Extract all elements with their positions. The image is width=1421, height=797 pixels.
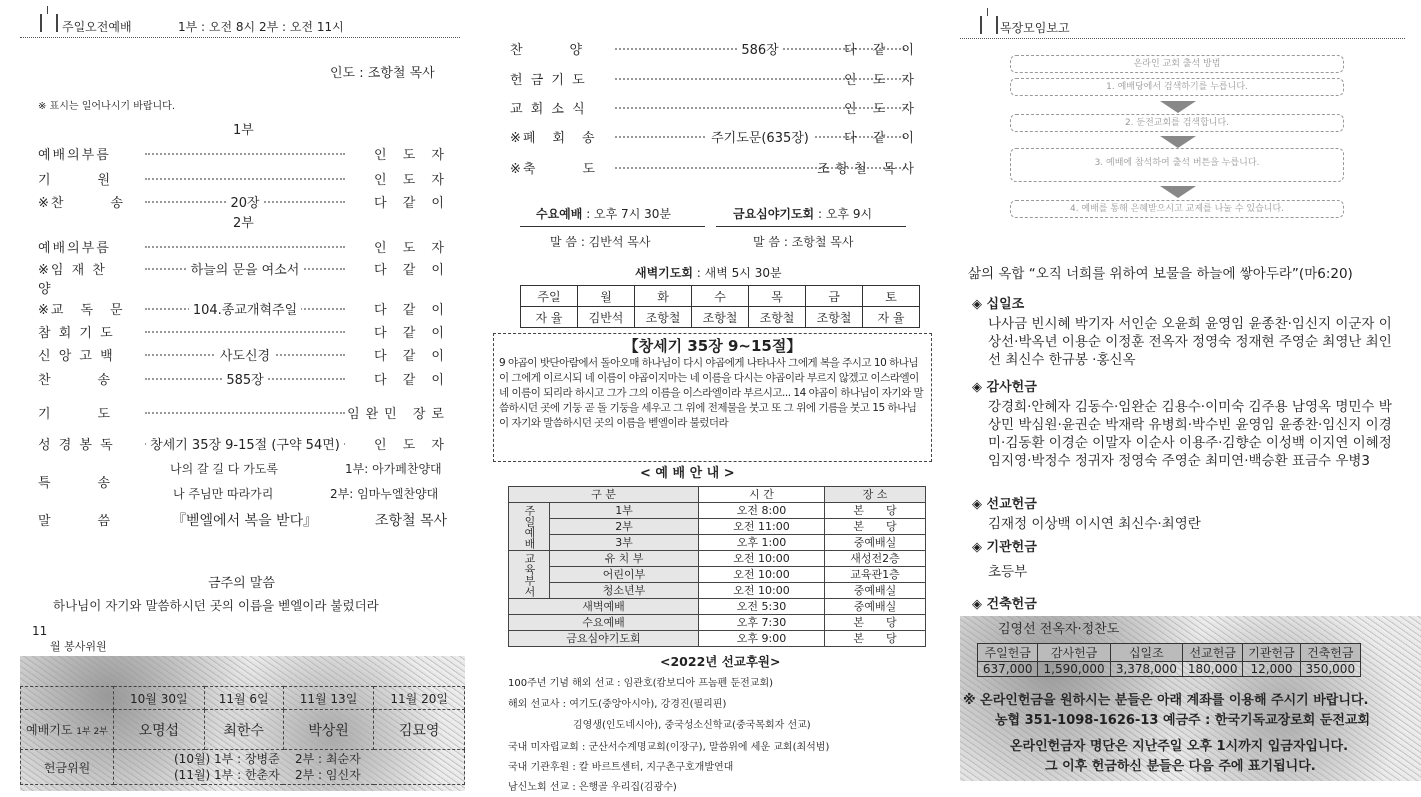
bank-account: 농협 351-1098-1626-13 예금주 : 한국기독교장로회 둔전교회 [995, 713, 1371, 728]
middle-panel [470, 0, 950, 797]
offering-names: 강경희·안혜자 김동수·임완순 김용수·이미숙 김주용 남영옥 명민수 박상민 박심원·윤권순 박재락 유병희·박수빈 윤영임 윤종찬·임신지 이경미·김동환 이경순 이말자 이순사 이용주·김향순 이성백 이지연 이혜정 임지영·박정수 정귀자 정영숙 주영순 최미연·백승환 표금수 우병3 [988, 399, 1392, 469]
order-row-sermon [0, 510, 470, 530]
summary-header: 주일헌금 [978, 644, 1038, 662]
order-row [0, 237, 470, 257]
friday-service [733, 205, 872, 222]
order-detail: 사도신경 [216, 349, 274, 364]
offering-names: 김재정 이상백 이시연 최신수·최영란 [988, 516, 1201, 532]
order-label: 교 회 소 식 [510, 102, 587, 117]
order-row [0, 192, 470, 212]
offering-line: (11월) 1부 : 한춘자 [174, 768, 280, 782]
guide-header: 구 분 [509, 487, 699, 503]
order-label: ※임 재 찬 양 [38, 263, 107, 297]
guide-cell: 본 당 [825, 615, 926, 631]
dawn-prayer-table [520, 285, 920, 328]
order-label: 성 경 봉 독 [38, 438, 115, 453]
guide-row [509, 631, 926, 647]
guide-cell: 오전 10:00 [699, 567, 825, 583]
order-row [0, 369, 470, 389]
order-label: 예배의부름 [38, 241, 111, 256]
order-label: 참 회 기 도 [38, 326, 115, 341]
diamond-bullet-icon: ◈ [972, 380, 987, 395]
guide-row [509, 599, 926, 615]
friday-time: : 오후 9시 [817, 207, 873, 221]
order-detail: 주기도문(635장) [707, 131, 813, 146]
flow-title: 온라인 교회 출석 방법 [1010, 55, 1344, 73]
guide-cell: 본 당 [825, 503, 926, 519]
prayer-name: 최한수 [204, 710, 283, 750]
prayer-label-text: 예배기도 [26, 723, 73, 737]
service-leader: 인도 : 조항철 목사 [330, 66, 435, 81]
dawn-day: 금 [806, 286, 863, 307]
dawn-leader: 조항철 [806, 307, 863, 328]
section-title: 주일오전예배 [62, 20, 132, 34]
order-center [145, 259, 345, 278]
worship-guide-table [508, 486, 926, 647]
guide-cell: 오전 11:00 [699, 519, 825, 535]
order-responsible: 다 같 이 [374, 349, 450, 364]
guide-cell: 본 당 [825, 631, 926, 647]
dawn-leader: 조항철 [692, 307, 749, 328]
order-row [0, 169, 470, 189]
order-label: ※폐 회 송 [510, 131, 597, 146]
order-responsible: 다 같 이 [374, 263, 450, 278]
dawn-day: 화 [635, 286, 692, 307]
order-detail: 창세기 35장 9-15절 (구약 54면) [146, 438, 344, 453]
offering-summary-table [977, 643, 1361, 677]
guide-cell: 중예배실 [825, 583, 926, 599]
special-song-1: 나의 갈 길 다 가도록 [170, 462, 278, 476]
guide-header: 시 간 [699, 487, 825, 503]
mission-line: 남신노회 선교 : 은행골 우리집(김광수) [508, 782, 677, 793]
offering-heading: 삶의 옥합 “오직 너희를 위하여 보물을 하늘에 쌓아두라”(마6:20) [968, 266, 1353, 282]
guide-cell: 유 치 부 [550, 551, 699, 567]
dawn-day: 목 [749, 286, 806, 307]
order-row [470, 39, 940, 59]
order-responsible: 인 도 자 [374, 241, 450, 256]
section-title: 목장모임보고 [1000, 21, 1070, 35]
arrow-down-icon [1160, 186, 1196, 198]
friday-divider [716, 226, 906, 227]
offering-section-label: 선교헌금 [986, 497, 1037, 512]
offering-section-title [972, 540, 1037, 556]
offering-section-label: 기관헌금 [986, 540, 1037, 555]
order-row-special-song [0, 460, 470, 504]
guide-cell: 어린이부 [550, 567, 699, 583]
order-responsible: 인 도 자 [374, 148, 450, 163]
summary-value: 12,000 [1243, 662, 1300, 677]
volunteer-corner [21, 687, 114, 710]
leader-dots [145, 412, 345, 414]
dawn-leader: 조항철 [635, 307, 692, 328]
friday-title: 금요심야기도회 [733, 207, 815, 221]
prayer-name: 오명섭 [114, 710, 205, 750]
order-label: ※찬 송 [38, 196, 126, 211]
dawn-leader: 자 율 [863, 307, 920, 328]
order-row [0, 144, 470, 164]
leader-dots [145, 246, 345, 248]
guide-cell: 1부 [550, 503, 699, 519]
summary-value: 1,590,000 [1038, 662, 1110, 677]
order-responsible: 다 같 이 [374, 326, 450, 341]
summary-header: 십일조 [1110, 644, 1182, 662]
leader-dots [145, 331, 345, 333]
order-label: ※교 독 문 [38, 303, 125, 318]
guide-row [509, 583, 926, 599]
guide-row [509, 551, 926, 567]
offering-section-title [972, 597, 1037, 613]
offering-section-label: 건축헌금 [986, 597, 1037, 612]
volunteer-date: 11월 20일 [374, 687, 465, 710]
scripture-text: 9 야곱이 밧단아람에서 돌아오매 하나님이 다시 야곱에게 나타나사 그에게 복을 주시고 10 하나님이 그에게 이르시되 네 이름이 야곱이지마는 네 이름을 다시는 야곱이라 부르지 않겠고 이스라엘이 네 이름이 되리라 하시고 그가 그의 이름을 이스라엘이라 부르시고... 14 야곱이 하나님이 자기와 말씀하시던 곳에 기둥 곧 돌 기둥을 세우고 그 위에 전제물을 붓고 또 그 위에 기름을 붓고 15 하나님이 자기와 말씀하시던 곳의 이름을 벧엘이라 불렀더라 [499, 357, 924, 429]
guide-cell: 새성전2층 [825, 551, 926, 567]
order-row [0, 434, 470, 454]
online-notice-2: 온라인헌금자 명단은 지난주일 오후 1시까지 입금자입니다. [1010, 739, 1349, 754]
weekly-word-title: 금주의 말씀 [208, 576, 275, 591]
mission-line: 국내 미자립교회 : 군산서수계명교회(이장구), 말씀위에 세운 교회(최석범) [508, 742, 830, 753]
guide-row [509, 615, 926, 631]
offering-section-label: 감사헌금 [986, 380, 1037, 395]
arrow-down-icon [1160, 101, 1196, 113]
offering-section-title [972, 380, 1037, 396]
prayer-name: 박상원 [283, 710, 374, 750]
offering-label: 헌금위원 [21, 750, 114, 785]
flow-step: 2. 둔전교회를 검색합니다. [1010, 114, 1344, 132]
wednesday-service [536, 205, 671, 222]
guide-header: 장 소 [825, 487, 926, 503]
order-responsible: 다 같 이 [374, 303, 450, 318]
volunteer-table-area [20, 656, 465, 791]
order-row [470, 69, 940, 89]
dawn-day: 토 [863, 286, 920, 307]
guide-cell: 본 당 [825, 519, 926, 535]
church-logo-icon [40, 14, 58, 32]
left-panel [0, 0, 470, 797]
diamond-bullet-icon: ◈ [972, 497, 987, 512]
mission-title: <2022년 선교후원> [660, 654, 781, 669]
offering-section-title [972, 297, 1024, 313]
header-divider [20, 37, 460, 38]
dawn-day: 월 [578, 286, 635, 307]
order-detail: 20장 [226, 196, 263, 211]
wednesday-divider [520, 226, 705, 227]
guide-row [509, 519, 926, 535]
mission-line: 100주년 기념 해외 선교 : 임관호(캄보디아 프놈펜 둔전교회) [508, 678, 774, 689]
guide-cell: 교육관1층 [825, 567, 926, 583]
offering-line: (10월) 1부 : 장병준 [174, 752, 280, 766]
summary-value: 637,000 [978, 662, 1038, 677]
guide-cell: 오전 10:00 [699, 583, 825, 599]
order-responsible: 인 도 자 [374, 173, 450, 188]
order-center [145, 299, 345, 318]
volunteer-date: 11월 13일 [283, 687, 374, 710]
order-responsible: 다 같 이 [374, 373, 450, 388]
guide-cell: 오전 10:00 [699, 551, 825, 567]
header-divider [960, 38, 1405, 39]
order-responsible: 조항철 목사 [817, 162, 920, 177]
dawn-day: 주일 [521, 286, 578, 307]
wednesday-speaker: 말 씀 : 김반석 목사 [550, 235, 651, 249]
offering-volunteers [114, 750, 465, 785]
summary-header: 건축헌금 [1300, 644, 1360, 662]
guide-row [509, 503, 926, 519]
scripture-box [493, 333, 932, 462]
guide-cell: 오전 5:30 [699, 599, 825, 615]
offering-section-label: 십일조 [986, 297, 1025, 312]
order-label: 말 씀 [38, 514, 113, 529]
dawn-day: 수 [692, 286, 749, 307]
dawn-leader: 조항철 [749, 307, 806, 328]
order-label: 찬 양 [510, 43, 585, 58]
flow-step: 1. 예배당에서 검색하기를 누릅니다. [1010, 78, 1344, 96]
summary-header: 선교헌금 [1182, 644, 1242, 662]
order-center [145, 192, 345, 211]
friday-speaker: 말 씀 : 조항철 목사 [753, 235, 854, 249]
order-row [0, 322, 470, 342]
mission-line: 해외 선교사 : 여기도(중앙아시아), 강경진(필리핀) [508, 699, 727, 710]
dawn-leader: 김반석 [578, 307, 635, 328]
order-responsible: 인 도 자 [844, 73, 920, 88]
guide-row [509, 567, 926, 583]
sermon-preacher: 조항철 목사 [375, 513, 448, 529]
diamond-bullet-icon: ◈ [972, 597, 987, 612]
prayer-parts: 1부 2부 [76, 727, 108, 737]
leader-dots [145, 153, 345, 155]
volunteer-date: 11월 6일 [204, 687, 283, 710]
online-notice-3: 그 이후 헌금하신 분들은 다음 주에 표기됩니다. [1045, 759, 1316, 774]
offering-names: 초등부 [988, 564, 1028, 580]
dawn-time: : 새벽 5시 30분 [696, 266, 782, 280]
order-responsible: 다 같 이 [374, 196, 450, 211]
part2-heading: 2부 [233, 216, 254, 231]
order-label: ※축 도 [510, 162, 598, 177]
arrow-down-icon [1160, 136, 1196, 148]
online-notice-1: ※ 온라인헌금을 원하시는 분들은 아래 계좌를 이용해 주시기 바랍니다. [963, 693, 1369, 708]
order-center [145, 434, 345, 453]
guide-cell: 수요예배 [509, 615, 699, 631]
order-row [470, 127, 940, 147]
guide-cell: 오후 9:00 [699, 631, 825, 647]
summary-header: 기관헌금 [1243, 644, 1300, 662]
mission-line: 국내 기관후원 : 칼 바르트센터, 지구촌구호개발연대 [508, 762, 734, 773]
guide-cell: 중예배실 [825, 599, 926, 615]
order-responsible: 임완민 장로 [347, 407, 450, 422]
guide-cell: 중예배실 [825, 535, 926, 551]
worship-guide-title: < 예 배 안 내 > [640, 466, 735, 481]
order-detail: 585장 [222, 373, 267, 388]
order-responsible: 다 같 이 [844, 131, 920, 146]
order-label: 예배의부름 [38, 148, 111, 163]
guide-cell: 새벽예배 [509, 599, 699, 615]
volunteer-date: 10월 30일 [114, 687, 205, 710]
order-row [0, 259, 470, 297]
guide-group: 주일예배 [509, 503, 550, 551]
volunteer-month: 11 [32, 624, 48, 638]
order-label: 특 송 [38, 476, 113, 491]
order-responsible: 다 같 이 [844, 43, 920, 58]
dawn-title: 새벽기도회 [635, 266, 693, 280]
summary-value: 3,378,000 [1110, 662, 1182, 677]
order-label: 헌 금 기 도 [510, 73, 587, 88]
order-center [145, 345, 345, 364]
flow-step: 4. 예배를 통해 은혜받으시고 교제를 나눌 수 있습니다. [1010, 200, 1344, 218]
order-detail: 586장 [737, 43, 782, 58]
guide-cell: 금요심야기도회 [509, 631, 699, 647]
order-label: 기 도 [38, 407, 113, 422]
church-logo-icon [980, 16, 998, 34]
flow-step: 3. 예배에 참석하여 출석 버튼을 누릅니다. [1010, 148, 1344, 182]
summary-header: 감사헌금 [1038, 644, 1110, 662]
order-detail: 104.종교개혁주일 [189, 303, 301, 318]
order-row [470, 158, 940, 178]
order-center [145, 369, 345, 388]
guide-cell: 오후 7:30 [699, 615, 825, 631]
order-label: 기 원 [38, 173, 113, 188]
special-choir-2: 2부: 임마누엘찬양대 [330, 487, 439, 501]
guide-row [509, 535, 926, 551]
order-row [0, 345, 470, 365]
volunteer-table [20, 686, 465, 785]
summary-value: 180,000 [1182, 662, 1242, 677]
offering-section-title [972, 497, 1037, 513]
scripture-title: 【창세기 35장 9~15절】 [623, 337, 802, 355]
guide-cell: 3부 [550, 535, 699, 551]
mission-line: 김영생(인도네시아), 중국성소신학교(중국목회자 선교) [573, 720, 811, 731]
order-detail: 하늘의 문을 여소서 [187, 263, 304, 278]
dawn-leader: 자 율 [521, 307, 578, 328]
special-song-2: 나 주님만 따라가리 [173, 487, 274, 501]
part1-heading: 1부 [233, 123, 254, 138]
prayer-name: 김묘영 [374, 710, 465, 750]
sermon-title: 『벧엘에서 복을 받다』 [172, 513, 318, 529]
service-times: 1부 : 오전 8시 2부 : 오전 11시 [178, 20, 344, 34]
summary-value: 350,000 [1300, 662, 1360, 677]
building-offering-names: 김영선 전옥자·정찬도 [998, 622, 1120, 637]
leader-dots [145, 178, 345, 180]
volunteer-title: 월 봉사위원 [50, 640, 107, 653]
guide-cell: 청소년부 [550, 583, 699, 599]
order-row [0, 403, 470, 423]
wednesday-title: 수요예배 [536, 207, 583, 221]
offering-line: 2부 : 최순자 [294, 752, 361, 766]
order-responsible: 인 도 자 [374, 438, 450, 453]
order-label: 찬 송 [38, 373, 113, 388]
order-row [0, 299, 470, 319]
guide-group: 교육부서 [509, 551, 550, 599]
offering-line: 2부 : 임신자 [294, 768, 361, 782]
diamond-bullet-icon: ◈ [972, 297, 987, 312]
weekly-word-text: 하나님이 자기와 말씀하시던 곳의 이름을 벧엘이라 불렀더라 [53, 598, 379, 613]
guide-cell: 오후 1:00 [699, 535, 825, 551]
wednesday-time: : 오후 7시 30분 [586, 207, 671, 221]
prayer-label [21, 710, 114, 750]
diamond-bullet-icon: ◈ [972, 540, 987, 555]
standing-note: ※ 표시는 일어나시기 바랍니다. [38, 101, 176, 112]
order-row [470, 98, 940, 118]
order-label: 신 앙 고 백 [38, 349, 115, 364]
guide-cell: 오전 8:00 [699, 503, 825, 519]
special-choir-1: 1부: 아가페찬양대 [345, 462, 442, 476]
offering-names: 나사금 빈시혜 박기자 서인순 오윤희 윤영임 윤종찬·임신지 이군자 이상선·박옥년 이용순 이정훈 전옥자 정영숙 정재현 주영순 최영난 최인선 최신수 한규봉 ·홍신옥 [988, 316, 1392, 368]
dawn-prayer-heading [635, 264, 782, 281]
order-responsible: 인 도 자 [844, 102, 920, 117]
guide-cell: 2부 [550, 519, 699, 535]
